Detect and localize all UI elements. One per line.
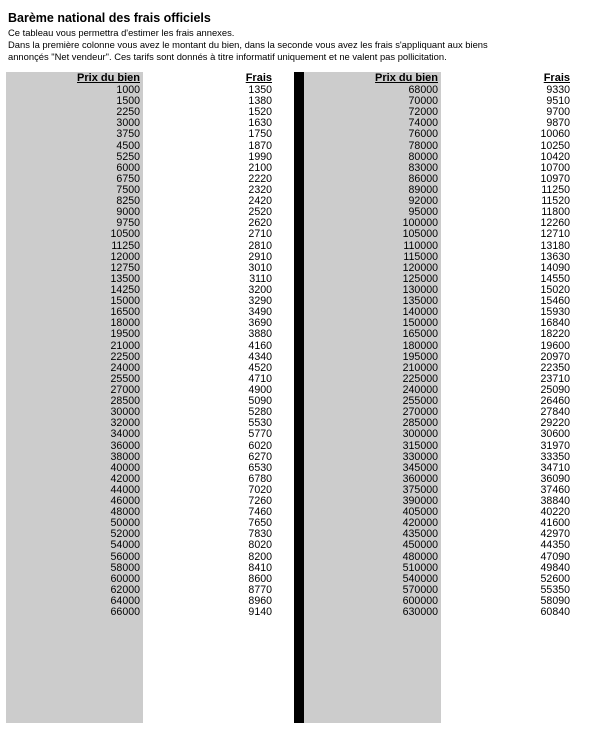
price-cell: 12000 — [110, 250, 140, 263]
price-cell: 570000 — [402, 583, 438, 596]
price-cell: 60000 — [110, 572, 140, 585]
price-cell: 70000 — [408, 95, 438, 108]
price-cell: 150000 — [402, 317, 438, 330]
price-column-header: Prix du bien — [77, 72, 140, 84]
price-cell: 140000 — [402, 306, 438, 319]
price-cell: 36000 — [110, 439, 140, 452]
price-cell: 38000 — [110, 450, 140, 463]
fee-cell: 5770 — [248, 428, 272, 441]
fee-cell: 40220 — [540, 506, 570, 519]
price-cell: 50000 — [110, 517, 140, 530]
price-column-right — [304, 72, 441, 723]
price-cell: 195000 — [402, 350, 438, 363]
fee-cell: 2520 — [248, 206, 272, 219]
fee-cell: 2220 — [248, 172, 272, 185]
fee-cell: 11800 — [541, 206, 570, 219]
price-cell: 510000 — [402, 561, 438, 574]
price-cell: 165000 — [402, 328, 438, 341]
fee-cell: 12710 — [540, 228, 570, 241]
price-cell: 78000 — [408, 139, 438, 152]
price-cell: 125000 — [402, 272, 438, 285]
fee-cell: 6780 — [248, 472, 272, 485]
price-cell: 1000 — [116, 84, 140, 96]
price-cell: 18000 — [110, 317, 140, 330]
price-cell: 3750 — [116, 128, 140, 141]
price-cell: 62000 — [110, 583, 140, 596]
price-cell: 74000 — [408, 117, 438, 130]
price-cell: 6000 — [116, 161, 140, 174]
fee-cell: 23710 — [540, 372, 570, 385]
fee-cell: 55350 — [540, 583, 570, 596]
price-cell: 48000 — [110, 506, 140, 519]
price-cell: 420000 — [402, 517, 438, 530]
price-cell: 540000 — [402, 572, 438, 585]
fee-cell: 1750 — [248, 128, 272, 141]
fee-cell: 26460 — [540, 395, 570, 408]
fee-cell: 11520 — [541, 195, 570, 208]
fee-cell: 2710 — [248, 228, 272, 241]
price-cell: 390000 — [402, 495, 438, 508]
fee-cell: 1990 — [248, 150, 272, 163]
fee-cell: 1380 — [248, 95, 272, 108]
fee-cell: 34710 — [540, 461, 570, 474]
fee-cell: 37460 — [540, 483, 570, 496]
fee-cell: 6530 — [248, 461, 272, 474]
price-cell: 40000 — [110, 461, 140, 474]
price-cell: 15000 — [110, 295, 140, 308]
price-cell: 330000 — [402, 450, 438, 463]
fees-list-left — [143, 85, 275, 618]
fee-cell: 36090 — [540, 472, 570, 485]
price-cell: 10500 — [110, 228, 140, 241]
fee-cell: 5090 — [248, 395, 272, 408]
fee-cell: 4710 — [248, 372, 272, 385]
fee-cell: 47090 — [540, 550, 570, 563]
fee-cell: 3690 — [248, 317, 272, 330]
fee-cell: 44350 — [540, 539, 570, 552]
fee-cell: 13630 — [540, 250, 570, 263]
price-cell: 66000 — [110, 606, 140, 619]
price-cell: 105000 — [402, 228, 438, 241]
price-cell: 14250 — [110, 283, 140, 296]
price-cell: 180000 — [402, 339, 438, 352]
price-cell: 32000 — [110, 417, 140, 430]
fee-cell: 1870 — [248, 139, 272, 152]
fee-cell: 2810 — [248, 239, 272, 252]
fee-cell: 29220 — [540, 417, 570, 430]
price-cell: 630000 — [402, 606, 438, 619]
price-cell: 4500 — [116, 139, 140, 152]
fee-cell: 14550 — [540, 272, 570, 285]
intro-line: annonçés "Net vendeur". Ces tarifs sont donnés à titre informatif uniquement et ne valent pas pollicitation. — [8, 51, 447, 62]
fee-cell: 11250 — [541, 183, 570, 196]
fee-cell: 60840 — [540, 606, 570, 619]
fee-cell: 33350 — [540, 450, 570, 463]
price-cell: 42000 — [110, 472, 140, 485]
fee-cell: 3290 — [248, 295, 272, 308]
fee-cell: 10420 — [540, 150, 570, 163]
fee-cell: 6270 — [248, 450, 272, 463]
price-cell: 19500 — [110, 328, 140, 341]
price-cell: 375000 — [402, 483, 438, 496]
fee-cell: 5530 — [248, 417, 272, 430]
price-cell: 58000 — [110, 561, 140, 574]
fee-cell: 7260 — [248, 495, 272, 508]
fee-cell: 7460 — [248, 506, 272, 519]
fee-cell: 49840 — [540, 561, 570, 574]
fee-cell: 31970 — [540, 439, 570, 452]
price-cell: 25500 — [110, 372, 140, 385]
price-column-left — [6, 72, 143, 723]
price-cell: 600000 — [402, 595, 438, 608]
price-cell: 76000 — [408, 128, 438, 141]
price-cell: 315000 — [402, 439, 438, 452]
fee-cell: 4900 — [248, 383, 272, 396]
fee-cell: 9330 — [546, 84, 570, 96]
fee-cell: 4340 — [248, 350, 272, 363]
price-cell: 270000 — [402, 406, 438, 419]
fee-cell: 2100 — [248, 161, 272, 174]
price-cell: 9000 — [116, 206, 140, 219]
price-cell: 24000 — [110, 361, 140, 374]
price-cell: 210000 — [402, 361, 438, 374]
fee-cell: 8770 — [248, 583, 272, 596]
fee-cell: 27840 — [540, 406, 570, 419]
price-cell: 95000 — [408, 206, 438, 219]
intro-line: Ce tableau vous permettra d'estimer les frais annexes. — [8, 27, 235, 38]
price-cell: 89000 — [408, 183, 438, 196]
price-cell: 56000 — [110, 550, 140, 563]
fee-cell: 15460 — [540, 295, 570, 308]
fee-cell: 3200 — [248, 283, 272, 296]
fees-column-header: Frais — [543, 72, 570, 84]
price-cell: 27000 — [110, 383, 140, 396]
price-cell: 405000 — [402, 506, 438, 519]
price-cell: 92000 — [408, 195, 438, 208]
price-cell: 1500 — [116, 95, 140, 108]
fee-cell: 10060 — [540, 128, 570, 141]
fees-column-left — [143, 72, 275, 723]
price-cell: 52000 — [110, 528, 140, 541]
fee-cell: 9870 — [546, 117, 570, 130]
fee-cell: 16840 — [540, 317, 570, 330]
fee-cell: 13180 — [540, 239, 570, 252]
fee-cell: 8020 — [248, 539, 272, 552]
price-cell: 34000 — [110, 428, 140, 441]
price-cell: 21000 — [110, 339, 140, 352]
fee-cell: 3490 — [248, 306, 272, 319]
fee-cell: 10250 — [540, 139, 570, 152]
fee-cell: 2320 — [248, 183, 272, 196]
fees-column-right — [441, 72, 573, 723]
fee-cell: 1630 — [248, 117, 272, 130]
price-cell: 360000 — [402, 472, 438, 485]
fee-cell: 3010 — [248, 261, 272, 274]
price-cell: 54000 — [110, 539, 140, 552]
fee-cell: 4160 — [248, 339, 272, 352]
price-column-header: Prix du bien — [375, 72, 438, 84]
fee-cell: 8960 — [248, 595, 272, 608]
fee-cell: 18220 — [540, 328, 570, 341]
fee-cell: 9140 — [248, 606, 272, 619]
price-cell: 80000 — [408, 150, 438, 163]
fee-cell: 12260 — [540, 217, 570, 230]
price-cell: 6750 — [116, 172, 140, 185]
fees-list-right — [441, 85, 573, 618]
price-cell: 72000 — [408, 106, 438, 119]
fee-cell: 58090 — [540, 595, 570, 608]
fee-cell: 7020 — [248, 483, 272, 496]
price-cell: 8250 — [116, 195, 140, 208]
fee-cell: 52600 — [540, 572, 570, 585]
intro-text — [8, 27, 583, 63]
column-divider — [294, 72, 304, 723]
fee-cell: 14090 — [540, 261, 570, 274]
fees-table — [6, 72, 575, 723]
price-cell: 2250 — [116, 106, 140, 119]
price-cell: 110000 — [403, 239, 438, 252]
price-cell: 11250 — [111, 239, 140, 252]
price-cell: 255000 — [402, 395, 438, 408]
fee-cell: 1520 — [248, 106, 272, 119]
price-cell: 64000 — [110, 595, 140, 608]
fee-cell: 8600 — [248, 572, 272, 585]
fee-cell: 9510 — [546, 95, 570, 108]
fee-cell: 2420 — [248, 195, 272, 208]
fee-cell: 30600 — [540, 428, 570, 441]
fee-cell: 7650 — [248, 517, 272, 530]
price-cell: 450000 — [402, 539, 438, 552]
price-cell: 12750 — [110, 261, 140, 274]
fee-cell: 2910 — [248, 250, 272, 263]
price-list-right — [304, 85, 441, 618]
fee-cell: 22350 — [540, 361, 570, 374]
price-cell: 30000 — [110, 406, 140, 419]
fee-cell: 15020 — [540, 283, 570, 296]
fee-cell: 3880 — [248, 328, 272, 341]
price-cell: 100000 — [402, 217, 438, 230]
fee-cell: 38840 — [540, 495, 570, 508]
price-cell: 68000 — [408, 84, 438, 96]
price-cell: 7500 — [116, 183, 140, 196]
price-cell: 46000 — [110, 495, 140, 508]
price-cell: 300000 — [402, 428, 438, 441]
price-cell: 13500 — [110, 272, 140, 285]
price-cell: 22500 — [110, 350, 140, 363]
fee-cell: 8410 — [248, 561, 272, 574]
fee-cell: 3110 — [249, 272, 272, 285]
fee-cell: 1350 — [248, 84, 272, 96]
price-cell: 285000 — [402, 417, 438, 430]
price-cell: 3000 — [116, 117, 140, 130]
price-cell: 28500 — [110, 395, 140, 408]
fee-cell: 7830 — [248, 528, 272, 541]
fee-cell: 10970 — [540, 172, 570, 185]
price-cell: 240000 — [402, 383, 438, 396]
fee-cell: 6020 — [248, 439, 272, 452]
fee-cell: 5280 — [248, 406, 272, 419]
fee-cell: 4520 — [248, 361, 272, 374]
price-cell: 130000 — [402, 283, 438, 296]
price-cell: 345000 — [402, 461, 438, 474]
fee-cell: 2620 — [248, 217, 272, 230]
fee-cell: 42970 — [540, 528, 570, 541]
page-title: Barème national des frais officiels — [8, 11, 211, 25]
price-cell: 16500 — [110, 306, 140, 319]
price-cell: 480000 — [402, 550, 438, 563]
fee-cell: 19600 — [540, 339, 570, 352]
price-cell: 115000 — [403, 250, 438, 263]
fee-cell: 10700 — [540, 161, 570, 174]
price-cell: 135000 — [402, 295, 438, 308]
price-cell: 44000 — [110, 483, 140, 496]
fee-cell: 9700 — [546, 106, 570, 119]
intro-line: Dans la première colonne vous avez le montant du bien, dans la seconde vous avez les frais s'appliquant aux biens — [8, 39, 488, 50]
fee-cell: 15930 — [540, 306, 570, 319]
price-cell: 86000 — [408, 172, 438, 185]
price-cell: 435000 — [402, 528, 438, 541]
page-header — [8, 11, 583, 63]
fees-column-header: Frais — [245, 72, 272, 84]
price-cell: 83000 — [408, 161, 438, 174]
price-cell: 5250 — [116, 150, 140, 163]
price-cell: 225000 — [402, 372, 438, 385]
price-list-left — [6, 85, 143, 618]
fee-cell: 20970 — [540, 350, 570, 363]
price-cell: 120000 — [402, 261, 438, 274]
price-cell: 9750 — [116, 217, 140, 230]
fee-cell: 25090 — [540, 383, 570, 396]
fee-cell: 8200 — [248, 550, 272, 563]
fee-cell: 41600 — [540, 517, 570, 530]
